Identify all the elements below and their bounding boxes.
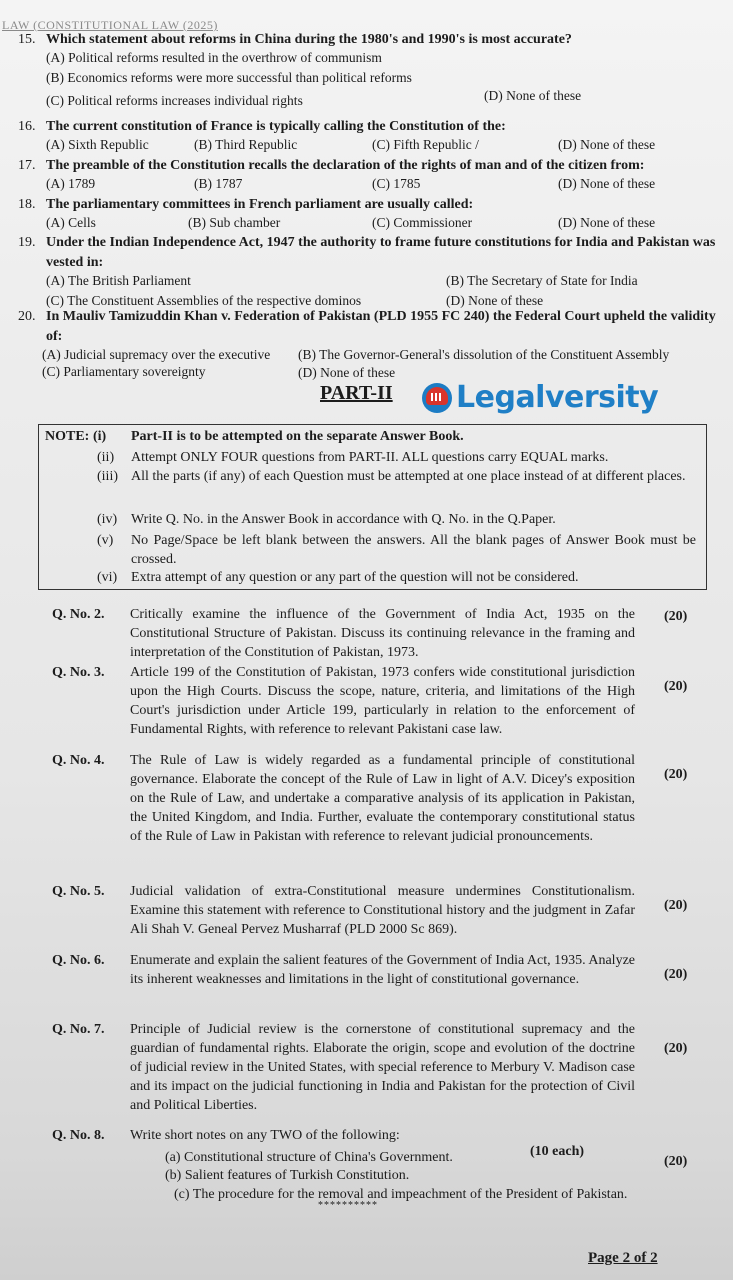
subpart-a: (a) Constitutional structure of China's Government. [165,1150,453,1165]
mcq-question: The current constitution of France is typically calling the Constitution of the: [46,119,506,134]
mcq-number: 15. [18,32,36,47]
mcq-number: 17. [18,158,36,173]
note-text: Attempt ONLY FOUR questions from PART-II. ALL questions carry EQUAL marks. [131,450,609,465]
note-text: Write Q. No. in the Answer Book in accordance with Q. No. in the Q.Paper. [131,512,556,527]
mcq-15 [18,30,728,110]
mcq-18 [18,195,728,235]
mcq-option: (B) 1787 [194,176,243,191]
question-text: Judicial validation of extra-Constitutional measure undermines Constitutionalism. Examine this statement with reference to Constitutional history and the judgment in Zafar Ali Shah V. Geneal Pervez Musharraf (PLD 2000 Sc 869). [130,884,635,937]
mcq-option: (D) None of these [446,293,544,308]
question-marks: (20) [664,767,688,782]
question-label: Q. No. 3. [52,665,105,680]
mcq-number: 19. [18,235,36,250]
mcq-question: The preamble of the Constitution recalls the declaration of the rights of man and of the citizen from: [46,158,645,173]
note-text: Extra attempt of any question or any part of the question will not be considered. [131,570,579,585]
question-label: Q. No. 7. [52,1022,105,1037]
question-marks: (20) [664,679,688,694]
note-num: (iii) [97,469,118,484]
mcq-number: 18. [18,197,36,212]
mcq-question-cont: vested in: [46,255,104,270]
mcq-option: (B) The Secretary of State for India [446,273,638,288]
mcq-option: (A) Cells [46,215,96,230]
question-marks: (20) [664,1154,688,1169]
mcq-option: (C) The Constituent Assemblies of the respective dominos [46,293,362,308]
mcq-question: Under the Indian Independence Act, 1947 the authority to frame future constitutions for India and Pakistan was [46,235,716,250]
part-title: PART-II [320,382,393,404]
question-each-marks: (10 each) [530,1144,585,1159]
mcq-19 [18,233,728,313]
instructions-box [38,424,707,590]
page-number: Page 2 of 2 [588,1250,658,1266]
mcq-option: (C) 1785 [372,176,421,191]
question-text: Enumerate and explain the salient features of the Government of India Act, 1935. Analyze its inherent weaknesses and limitations in the light of constitutional governance. [130,953,635,987]
question-marks: (20) [664,967,688,982]
mcq-option: (B) The Governor-General's dissolution of the Constituent Assembly [298,347,670,362]
question-marks: (20) [664,898,688,913]
mcq-option: (A) Sixth Republic [46,137,149,152]
note-num: (i) [93,429,107,444]
mcq-option: (B) Economics reforms were more successful than political reforms [46,70,412,85]
mcq-option: (C) Commissioner [372,215,473,230]
question-label: Q. No. 6. [52,953,105,968]
mcq-option: (D) None of these [558,137,656,152]
courthouse-icon [422,383,452,413]
mcq-option: (A) The British Parliament [46,273,191,288]
note-text: No Page/Space be left blank between the answers. All the blank pages of Answer Book must be crossed. [131,533,696,567]
note-label: NOTE: [45,429,90,444]
mcq-option: (B) Third Republic [194,137,298,152]
mcq-option: (D) None of these [484,88,582,103]
question-text: Article 199 of the Constitution of Pakistan, 1973 confers wide constitutional jurisdiction upon the High Courts. Discuss the scope, nature, criteria, and limitations of the High Court's jurisdiction under Article 199, particularly in relation to the enforcement of Fundamental Rights, with reference to relevant Pakistani case law. [130,665,635,737]
question-text: The Rule of Law is widely regarded as a fundamental principle of constitutional governance. Elaborate the concept of the Rule of Law in light of A.V. Dicey's exposition on the Rule of Law, and undertake a comparative analysis of its application in Pakistan, the United Kingdom, and India. Further, evaluate the contemporary constitutional status of the Rule of Law in Pakistan with reference to relevant judicial pronouncements. [130,753,635,844]
mcq-option: (A) 1789 [46,176,96,191]
end-marker: ********** [318,1200,378,1211]
mcq-option: (D) None of these [558,215,656,230]
mcq-option: (C) Political reforms increases individual rights [46,93,303,108]
mcq-16 [18,117,728,157]
mcq-option: (C) Fifth Republic / [372,137,479,152]
question-label: Q. No. 8. [52,1128,105,1143]
mcq-20 [18,307,728,387]
mcq-question-cont: of: [46,329,63,344]
mcq-option: (A) Judicial supremacy over the executive [42,347,271,362]
subpart-c: (c) The procedure for the removal and impeachment of the President of Pakistan. [174,1187,628,1202]
question-text: Principle of Judicial review is the cornerstone of constitutional supremacy and the guardian of fundamental rights. Elaborate the origin, scope and evolution of the doctrine of judicial review in the United States, with special reference to Merbury V. Madison case and its impact on the judicial functioning in India and Pakistan for the protection of Civil and Political Liberties. [130,1022,635,1113]
mcq-option: (B) Sub chamber [188,215,281,230]
question-marks: (20) [664,1041,688,1056]
note-num: (iv) [97,512,118,527]
mcq-question: The parliamentary committees in French parliament are usually called: [46,197,474,212]
mcq-number: 20. [18,309,36,324]
paper-header: LAW (CONSTITUTIONAL LAW (2025) [2,18,218,32]
question-text: Critically examine the influence of the Government of India Act, 1935 on the Constitutional Structure of Pakistan. Discuss its continuing relevance in the framing and interpretation of the Constitution of Pakistan, 1973. [130,607,635,660]
mcq-option: (C) Parliamentary sovereignty [42,364,206,379]
note-text: Part-II is to be attempted on the separate Answer Book. [131,429,464,444]
mcq-17 [18,156,728,196]
question-text: Write short notes on any TWO of the following: [130,1128,400,1143]
question-label: Q. No. 5. [52,884,105,899]
note-text: All the parts (if any) of each Question must be attempted at one place instead of at different places. [131,469,686,484]
legalversity-logo [422,380,658,415]
question-label: Q. No. 2. [52,607,105,622]
mcq-number: 16. [18,119,36,134]
mcq-question: Which statement about reforms in China during the 1980's and 1990's is most accurate? [46,32,572,47]
mcq-question: In Mauliv Tamizuddin Khan v. Federation of Pakistan (PLD 1955 FC 240) the Federal Court upheld the validity [46,309,716,324]
question-label: Q. No. 4. [52,753,105,768]
note-num: (v) [97,533,114,548]
mcq-option: (D) None of these [558,176,656,191]
note-num: (ii) [97,450,115,465]
mcq-option: (A) Political reforms resulted in the overthrow of communism [46,50,382,65]
note-num: (vi) [97,570,118,585]
subpart-b: (b) Salient features of Turkish Constitution. [165,1168,410,1183]
logo-text: Legalversity [456,380,659,415]
mcq-option: (D) None of these [298,365,396,380]
question-marks: (20) [664,609,688,624]
